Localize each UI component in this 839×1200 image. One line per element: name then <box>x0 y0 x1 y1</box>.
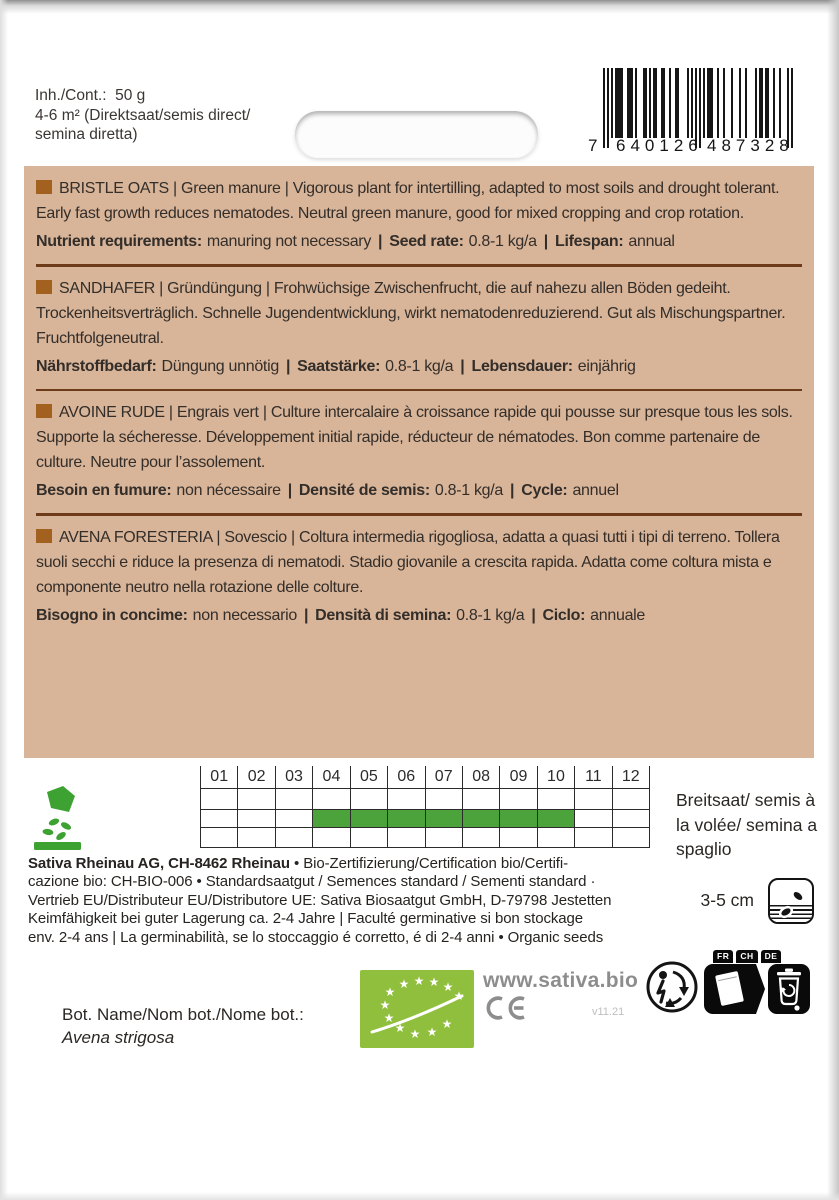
recycling-bin-icon <box>768 964 810 1014</box>
calendar-month-label: 11 <box>574 766 611 788</box>
barcode-bar <box>745 68 747 138</box>
sowing-depth-icon <box>768 878 814 924</box>
photo-shadow-bottom <box>0 1192 839 1200</box>
spec-separator: | <box>287 482 292 499</box>
calendar-cell <box>612 789 649 810</box>
spec-value: non necessario <box>192 606 297 624</box>
calendar-cell-active <box>350 810 387 828</box>
calendar-month-label: 07 <box>425 766 462 788</box>
svg-text:★: ★ <box>441 1017 453 1031</box>
barcode-digits-left: 640126 <box>616 136 703 155</box>
calendar-cell <box>275 789 312 810</box>
calendar-cell <box>387 789 424 810</box>
paper-sachet-icon <box>704 964 756 1014</box>
calendar-month-label: 08 <box>462 766 499 788</box>
calendar-month-label: 02 <box>237 766 274 788</box>
calendar-cell <box>425 789 462 810</box>
svg-text:★: ★ <box>383 1011 395 1025</box>
spec-separator: | <box>378 233 383 250</box>
barcode-bar <box>703 68 705 138</box>
divider-rule <box>36 513 802 516</box>
spec-label: Ciclo: <box>542 606 586 624</box>
spec-label: Densità di semina: <box>315 606 452 624</box>
spec-value: annual <box>628 233 675 250</box>
barcode-bar <box>635 68 637 138</box>
calendar-cell <box>237 810 274 828</box>
calendar-cell <box>499 789 536 810</box>
description-fr <box>34 392 804 512</box>
calendar-month-label: 06 <box>387 766 424 788</box>
spec-value: manuring not necessary <box>206 233 372 250</box>
calendar-cell <box>574 810 611 828</box>
barcode-bar <box>655 68 657 138</box>
spec-line <box>36 354 802 379</box>
calendar-month-label: 01 <box>200 766 237 788</box>
barcode-bar <box>649 68 651 138</box>
sowing-calendar <box>200 766 650 848</box>
barcode-bar <box>723 68 725 138</box>
spec-separator: | <box>543 233 548 250</box>
barcode-bar <box>645 68 647 138</box>
barcode-bar <box>731 68 733 138</box>
calendar-cell <box>612 810 649 828</box>
content-quantity-info <box>35 86 250 145</box>
packaging-disposal-icon <box>704 950 810 1014</box>
spec-label: Saatstärke: <box>297 357 381 375</box>
producer-line: Keimfähigkeit bei guter Lagerung ca. 2-4 Jahre | Faculté germinative si bon stockage <box>28 910 583 928</box>
barcode-bar <box>611 68 613 138</box>
calendar-cell <box>462 828 499 847</box>
bullet-square-icon <box>36 404 52 418</box>
barcode-bar <box>739 68 741 138</box>
spec-value: annuale <box>590 606 646 624</box>
description-it <box>34 517 804 637</box>
spec-separator: | <box>303 606 309 624</box>
spec-label: Densité de semis: <box>298 482 430 499</box>
spec-value: Düngung unnötig <box>161 357 279 375</box>
eu-organic-leaf-logo <box>360 970 474 1048</box>
calendar-cell-active <box>425 810 462 828</box>
svg-text:★: ★ <box>413 974 425 988</box>
description-text: AVENA FORESTERIA | Sovescio | Coltura intermedia rigogliosa, adatta a quasi tutti i tipi di terreno. Tollera suoli secchi e riduce la presenza di nematodi. Stadio giovanile a crescita rapida. Adatta come coltura mista e componente neutro nella rotazione delle colture. <box>36 528 780 596</box>
spec-value: 0.8-1 kg/a <box>434 482 504 499</box>
calendar-month-label: 09 <box>499 766 536 788</box>
content-line: semina diretta) <box>35 126 138 143</box>
broadcast-sowing-icon <box>33 786 83 855</box>
calendar-cell <box>275 810 312 828</box>
botanical-name-block <box>62 1003 304 1049</box>
barcode-bar <box>711 68 713 138</box>
calendar-month-label: 04 <box>312 766 349 788</box>
description-text: SANDHAFER | Gründüngung | Frohwüchsige Zwischenfrucht, die auf nahezu allen Böden gedeiht. Trockenheitsverträglich. Schnelle Jugendentwicklung, wirkt nematodenreduzierend. Gut als Mischungspartner. Fruchtfolgeneutral. <box>36 279 786 347</box>
description-panel <box>24 166 814 758</box>
spec-separator: | <box>510 482 515 499</box>
calendar-cell <box>237 789 274 810</box>
sowing-method-line: spaglio <box>676 839 732 859</box>
spec-label: Nutrient requirements: <box>36 233 202 250</box>
svg-text:★: ★ <box>426 1025 438 1039</box>
sowing-method-line: la volée/ semina a <box>676 814 818 835</box>
calendar-cell <box>425 828 462 847</box>
disposal-modules <box>704 964 810 1014</box>
barcode-bar <box>669 68 671 138</box>
producer-line: env. 2-4 ans | La germinabilità, se lo stoccaggio é corretto, é di 2-4 anni • Organic seeds <box>28 928 604 946</box>
barcode-bar <box>687 68 689 138</box>
envelope-icon <box>715 971 744 1006</box>
barcode-bar <box>761 68 763 138</box>
barcode-bar <box>779 68 781 138</box>
calendar-cell-active <box>537 810 574 828</box>
producer-line: cazione bio: CH-BIO-006 • Standardsaatgut / Semences standard / Sementi standard · <box>28 873 596 891</box>
barcode-bar <box>717 68 719 138</box>
calendar-cell-active <box>387 810 424 828</box>
calendar-cell <box>612 828 649 847</box>
producer-line-rest: • Bio-Zertifizierung/Certification bio/Certifi- <box>289 855 568 872</box>
calendar-cell <box>537 828 574 847</box>
description-de <box>34 268 804 388</box>
svg-text:★: ★ <box>442 980 454 994</box>
svg-text:★: ★ <box>453 989 465 1003</box>
description-en <box>34 168 804 263</box>
website-url: www.sativa.bio <box>483 969 639 992</box>
bullet-square-icon <box>36 180 52 194</box>
spec-value: einjährig <box>577 357 636 375</box>
tab-fr: FR <box>713 950 733 963</box>
spec-line <box>36 229 802 254</box>
svg-text:★: ★ <box>398 977 410 991</box>
calendar-cell <box>200 789 237 810</box>
barcode-bar <box>755 68 757 138</box>
spec-line <box>36 478 802 503</box>
calendar-cell <box>499 828 536 847</box>
calendar-cell <box>574 828 611 847</box>
calendar-cell <box>537 789 574 810</box>
calendar-month-row <box>200 766 650 788</box>
barcode-bar <box>607 68 609 148</box>
seed-dot <box>792 890 804 901</box>
barcode-bar <box>663 68 665 138</box>
divider-rule <box>36 264 802 267</box>
calendar-cell <box>387 828 424 847</box>
calendar-cell <box>350 828 387 847</box>
botanical-name: Avena strigosa <box>62 1028 175 1047</box>
calendar-cell <box>312 828 349 847</box>
producer-info <box>28 855 611 947</box>
photo-shadow-left <box>0 0 8 1200</box>
svg-text:★: ★ <box>428 975 440 989</box>
photo-shadow-right <box>827 0 839 1200</box>
euro-hang-slot <box>295 111 538 158</box>
calendar-month-label: 12 <box>612 766 649 788</box>
barcode-bar <box>691 68 693 138</box>
spec-value: 0.8-1 kg/a <box>468 233 537 250</box>
barcode-digit-prefix: 7 <box>588 136 598 155</box>
spec-value: 0.8-1 kg/a <box>456 606 525 624</box>
sowing-method-text <box>676 788 817 862</box>
soil-hatch <box>770 905 812 922</box>
spec-value: 0.8-1 kg/a <box>385 357 454 375</box>
barcode-digits-right: 487328 <box>707 136 794 155</box>
producer-line <box>28 855 611 873</box>
calendar-month-label: 03 <box>275 766 312 788</box>
calendar-cell <box>275 828 312 847</box>
svg-text:★: ★ <box>379 998 391 1012</box>
spec-label: Nährstoffbedarf: <box>36 357 157 375</box>
divider-rule <box>36 389 802 392</box>
description-text: BRISTLE OATS | Green manure | Vigorous plant for intertilling, adapted to most soils and drought tolerant. Early fast growth reduces nematodes. Neutral green manure, good for mixed cropping and crop rotation. <box>36 180 780 222</box>
sowing-depth-value: 3-5 cm <box>700 890 754 910</box>
calendar-cell-active <box>462 810 499 828</box>
calendar-cell-active <box>499 810 536 828</box>
triman-recycling-icon <box>645 960 699 1019</box>
spec-value: non nécessaire <box>176 482 281 499</box>
spec-separator: | <box>285 357 291 375</box>
calendar-month-label: 10 <box>537 766 574 788</box>
content-line: Inh./Cont.: 50 g <box>35 87 146 104</box>
svg-text:★: ★ <box>394 1021 406 1035</box>
producer-name: Sativa Rheinau AG, CH-8462 Rheinau <box>28 855 290 872</box>
spec-separator: | <box>460 357 465 375</box>
spec-separator: | <box>531 606 536 624</box>
sowing-method-line: Breitsaat/ semis à <box>676 790 816 810</box>
bullet-square-icon <box>36 280 52 294</box>
spec-label: Cycle: <box>521 482 568 499</box>
calendar-cell <box>312 789 349 810</box>
barcode-bar <box>631 68 633 138</box>
barcode-bar <box>603 68 605 148</box>
calendar-cell <box>200 828 237 847</box>
calendar-grid <box>200 788 650 848</box>
bullet-square-icon <box>36 529 52 543</box>
spec-label: Besoin en fumure: <box>36 482 172 499</box>
calendar-cell <box>462 789 499 810</box>
content-line: 4-6 m² (Direktsaat/semis direct/ <box>35 106 251 124</box>
calendar-cell-active <box>312 810 349 828</box>
svg-text:★: ★ <box>409 1027 421 1041</box>
ce-mark-icon <box>483 995 531 1026</box>
calendar-cell <box>350 789 387 810</box>
calendar-cell <box>200 810 237 828</box>
producer-line: Vertrieb EU/Distributeur EU/Distributore UE: Sativa Biosaatgut GmbH, D-79798 Jestetten <box>28 891 612 909</box>
tab-de: DE <box>761 950 782 963</box>
calendar-cell <box>237 828 274 847</box>
calendar-cell <box>574 789 611 810</box>
svg-text:★: ★ <box>384 985 396 999</box>
version-label: v11.21 <box>592 1006 625 1018</box>
ean-barcode <box>588 68 794 168</box>
barcode-bar <box>773 68 775 138</box>
calendar-month-label: 05 <box>350 766 387 788</box>
spec-label: Bisogno in concime: <box>36 606 188 624</box>
photo-shadow-top <box>0 0 839 14</box>
sowing-depth <box>676 878 816 924</box>
tab-ch: CH <box>736 950 757 963</box>
spec-value: annuel <box>572 482 619 499</box>
spec-label: Lebensdauer: <box>471 357 573 375</box>
spec-label: Seed rate: <box>389 233 464 250</box>
barcode-bar <box>767 68 769 138</box>
barcode-bar <box>677 68 679 138</box>
barcode-bar <box>621 68 623 138</box>
description-text: AVOINE RUDE | Engrais vert | Culture intercalaire à croissance rapide qui pousse sur presque tous les sols. Supporte la sécheresse. Développement initial rapide, réducteur de nématodes. Bon comme partenaire de culture. Neutre pour l’assolement. <box>36 404 793 471</box>
disposal-country-tabs <box>713 950 810 963</box>
botanical-name-label: Bot. Name/Nom bot./Nome bot.: <box>62 1005 304 1024</box>
spec-label: Lifespan: <box>554 233 624 250</box>
spec-line <box>36 603 802 628</box>
